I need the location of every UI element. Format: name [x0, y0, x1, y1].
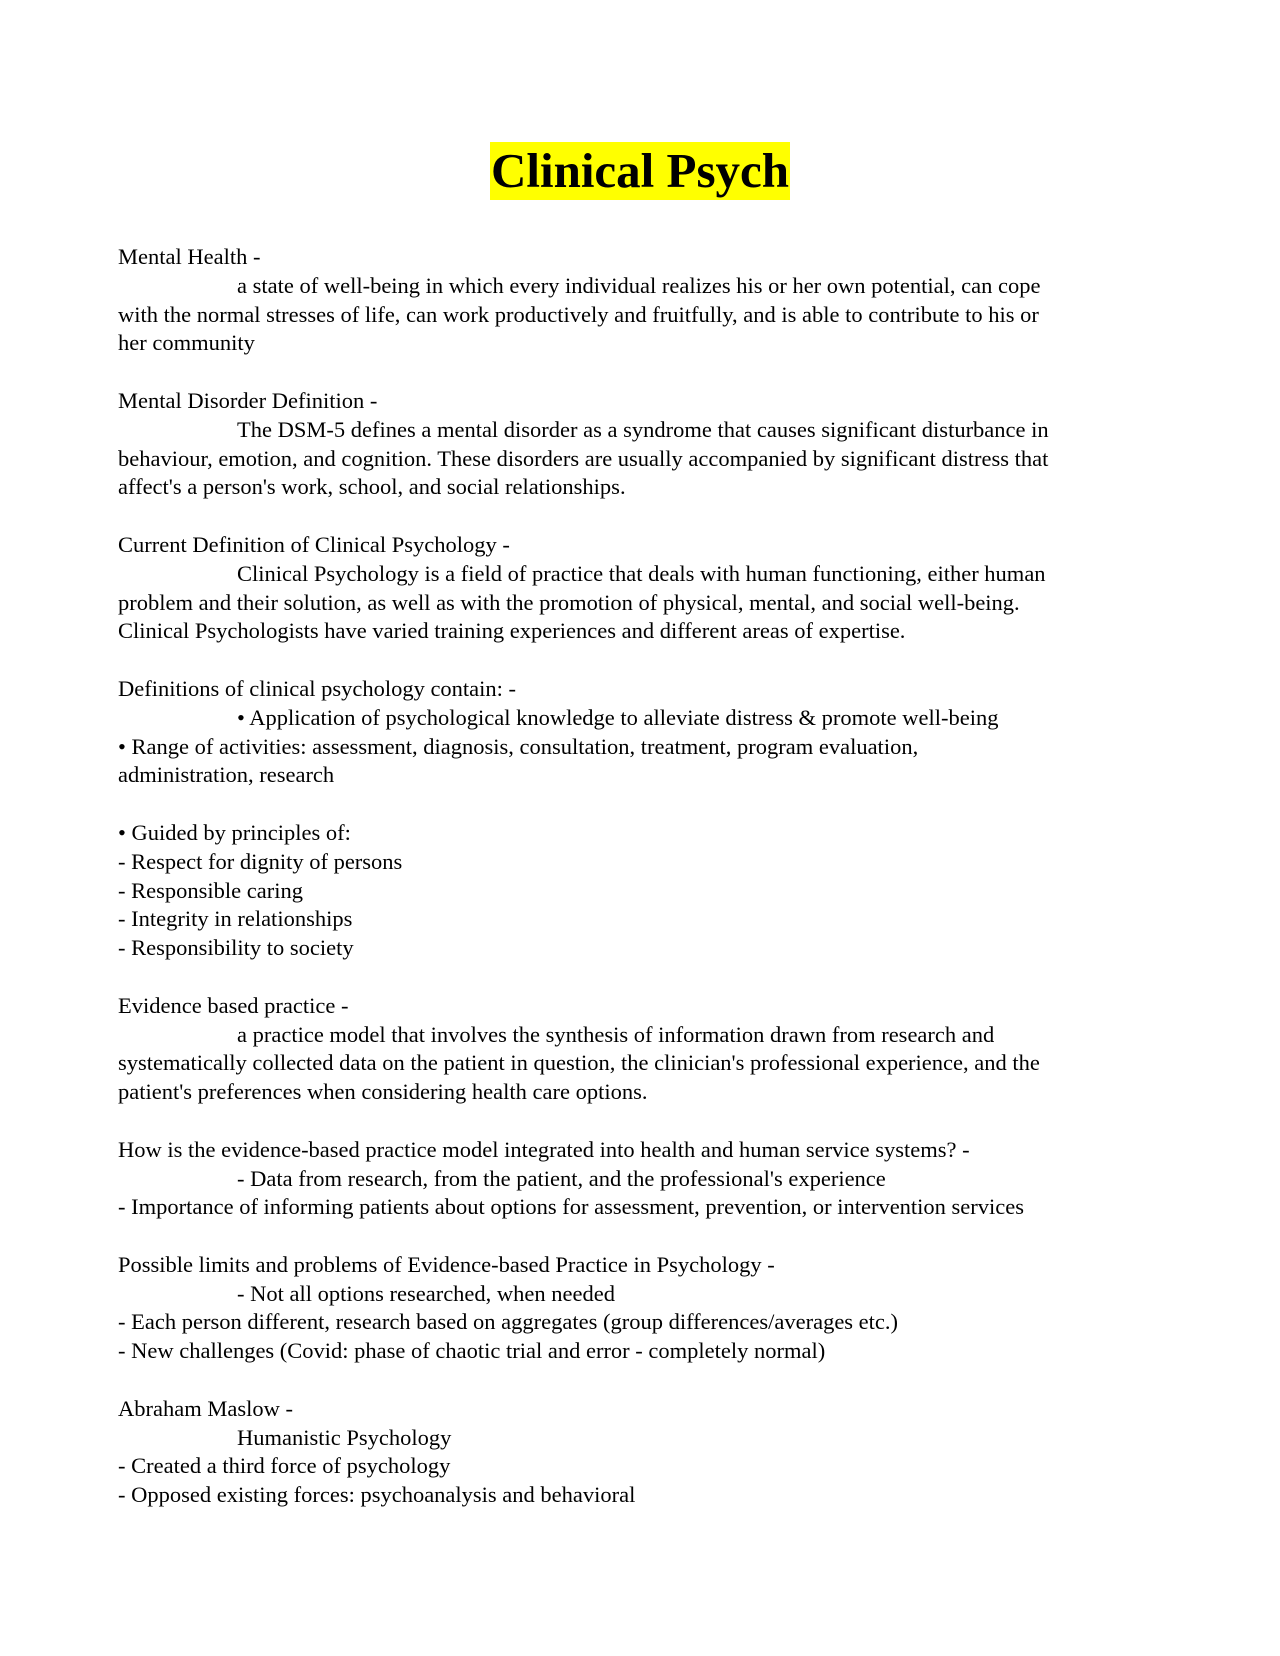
section-heading: Mental Health - — [118, 244, 261, 269]
paragraph-line: problem and their solution, as well as with the promotion of physical, mental, and social well-being. — [118, 589, 1020, 615]
paragraph-line: systematically collected data on the patient in question, the clinician's professional experience, and the — [118, 1050, 1040, 1076]
section-ebp-integration — [118, 1136, 1168, 1222]
section-ebp-limits — [118, 1251, 1168, 1366]
principle-item: - Responsibility to society — [118, 935, 354, 961]
title-container — [0, 142, 1280, 200]
section-heading: Abraham Maslow - — [118, 1395, 293, 1421]
section-heading: How is the evidence-based practice model integrated into health and human service systems? - — [118, 1136, 970, 1162]
principle-item: - Integrity in relationships — [118, 906, 353, 932]
section-clinical-psychology-definition — [118, 531, 1168, 646]
paragraph-line: patient's preferences when considering health care options. — [118, 1079, 648, 1105]
principle-item: - Respect for dignity of persons — [118, 848, 403, 874]
section-heading: Evidence based practice - — [118, 992, 349, 1018]
blank-line — [118, 790, 1168, 819]
section-heading: Current Definition of Clinical Psychology - — [118, 531, 510, 557]
principle-item: - Responsible caring — [118, 877, 303, 903]
paragraph-line: The DSM-5 defines a mental disorder as a syndrome that causes significant disturbance in — [237, 416, 1049, 442]
bullet-line: • Range of activities: assessment, diagnosis, consultation, treatment, program evaluation, — [118, 733, 919, 759]
document-body — [118, 243, 1168, 1539]
list-item: - Importance of informing patients about options for assessment, prevention, or intervention services — [118, 1194, 1025, 1220]
paragraph-line: with the normal stresses of life, can work productively and fruitfully, and is able to contribute to his or — [118, 301, 1039, 327]
paragraph-line: a state of well-being in which every individual realizes his or her own potential, can cope — [237, 272, 1041, 298]
list-item: - Opposed existing forces: psychoanalysis and behavioral — [118, 1482, 636, 1508]
section-abraham-maslow — [118, 1395, 1168, 1510]
paragraph-line: her community — [118, 330, 255, 356]
section-definitions-contain — [118, 675, 1168, 963]
paragraph-line: Clinical Psychology is a field of practice that deals with human functioning, either human — [237, 560, 1046, 586]
list-item: - Data from research, from the patient, and the professional's experience — [237, 1165, 886, 1191]
section-heading: Definitions of clinical psychology contain: - — [118, 675, 517, 701]
section-evidence-based-practice — [118, 992, 1168, 1107]
section-mental-disorder-definition — [118, 387, 1168, 502]
list-item: - Each person different, research based on aggregates (group differences/averages etc.) — [118, 1309, 899, 1335]
paragraph-line: a practice model that involves the synthesis of information drawn from research and — [237, 1021, 995, 1047]
list-item: Humanistic Psychology — [237, 1424, 452, 1450]
bullet-line: • Guided by principles of: — [118, 819, 351, 845]
list-item: - New challenges (Covid: phase of chaotic trial and error - completely normal) — [118, 1338, 826, 1364]
section-heading: Possible limits and problems of Evidence-based Practice in Psychology - — [118, 1251, 775, 1277]
paragraph-line: behaviour, emotion, and cognition. These disorders are usually accompanied by significant distress that — [118, 445, 1049, 471]
list-item: - Not all options researched, when needed — [237, 1280, 615, 1306]
section-heading: Mental Disorder Definition - — [118, 387, 378, 413]
section-mental-health — [118, 243, 1168, 358]
bullet-continuation: administration, research — [118, 762, 335, 788]
page-title: Clinical Psych — [490, 143, 790, 198]
paragraph-line: affect's a person's work, school, and social relationships. — [118, 474, 626, 500]
list-item: - Created a third force of psychology — [118, 1453, 451, 1479]
paragraph-line: Clinical Psychologists have varied training experiences and different areas of expertise. — [118, 618, 906, 644]
bullet-line: • Application of psychological knowledge to alleviate distress & promote well-being — [237, 704, 999, 730]
